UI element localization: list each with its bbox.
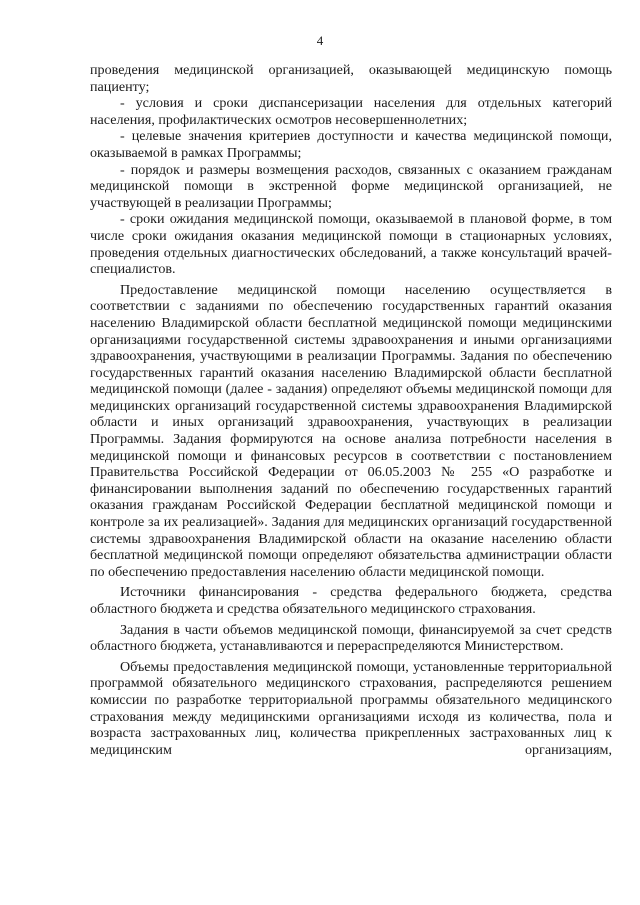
paragraph-regional-budget: Задания в части объемов медицинской помощи, финансируемой за счет средств областного бюджета, устанавливаются и перераспределяются Министерством.	[90, 621, 612, 655]
list-item-dispanserization: - условия и сроки диспансеризации населения для отдельных категорий населения, профилактических осмотров несовершеннолетних;	[90, 95, 612, 128]
list-item-reimbursement: - порядок и размеры возмещения расходов, связанных с оказанием гражданам медицинской помощи в экстренной форме медицинской организацией, не участвующей в реализации Программы;	[90, 161, 612, 211]
list-item-waiting-times: - сроки ожидания медицинской помощи, оказываемой в плановой форме, в том числе сроки ожидания оказания медицинской помощи в стационарных условиях, проведения отдельных диагностических обследований, а также консультаций врачей-специалистов.	[90, 211, 612, 278]
list-item-target-criteria: - целевые значения критериев доступности и качества медицинской помощи, оказываемой в рамках Программы;	[90, 128, 612, 161]
document-body	[90, 62, 612, 758]
paragraph-funding-sources: Источники финансирования - средства федерального бюджета, средства областного бюджета и средства обязательного медицинского страхования.	[90, 584, 612, 617]
paragraph-oms-volumes: Объемы предоставления медицинской помощи, установленные территориальной программой обязательного медицинского страхования, распределяются решением комиссии по разработке территориальной программы обязательного медицинского страхования между медицинскими организациями исходя из количества, пола и возраста застрахованных лиц, количества прикрепленных застрахованных лиц к медицинским организациям,	[90, 658, 612, 758]
paragraph-assignments: Предоставление медицинской помощи населению осуществляется в соответствии с заданиями по обеспечению государственных гарантий оказания населению Владимирской области бесплатной медицинской помощи медицинскими организациями государственной системы здравоохранения и иными организациями здравоохранения, участвующими в реализации Программы. Задания по обеспечению государственных гарантий оказания населению Владимирской области бесплатной медицинской помощи (далее - задания) определяют объемы медицинской помощи для медицинских организаций государственной системы здравоохранения Владимирской области и иных организаций здравоохранения, участвующих в реализации Программы. Задания формируются на основе анализа потребности населения в медицинской помощи и финансовых ресурсов в соответствии с постановлением Правительства Российской Федерации от 06.05.2003 № 255 «О разработке и финансировании выполнения заданий по обеспечению государственных гарантий оказания гражданам Российской Федерации бесплатной медицинской помощи и контроле за их реализацией». Задания для медицинских организаций государственной системы здравоохранения Владимирской области на оказание населению области бесплатной медицинской помощи определяют обязательства администрации области по обеспечению предоставления населению области медицинской помощи.	[90, 281, 612, 580]
page-number: 4	[316, 33, 324, 48]
paragraph-continuation: проведения медицинской организацией, оказывающей медицинскую помощь пациенту;	[90, 62, 612, 95]
